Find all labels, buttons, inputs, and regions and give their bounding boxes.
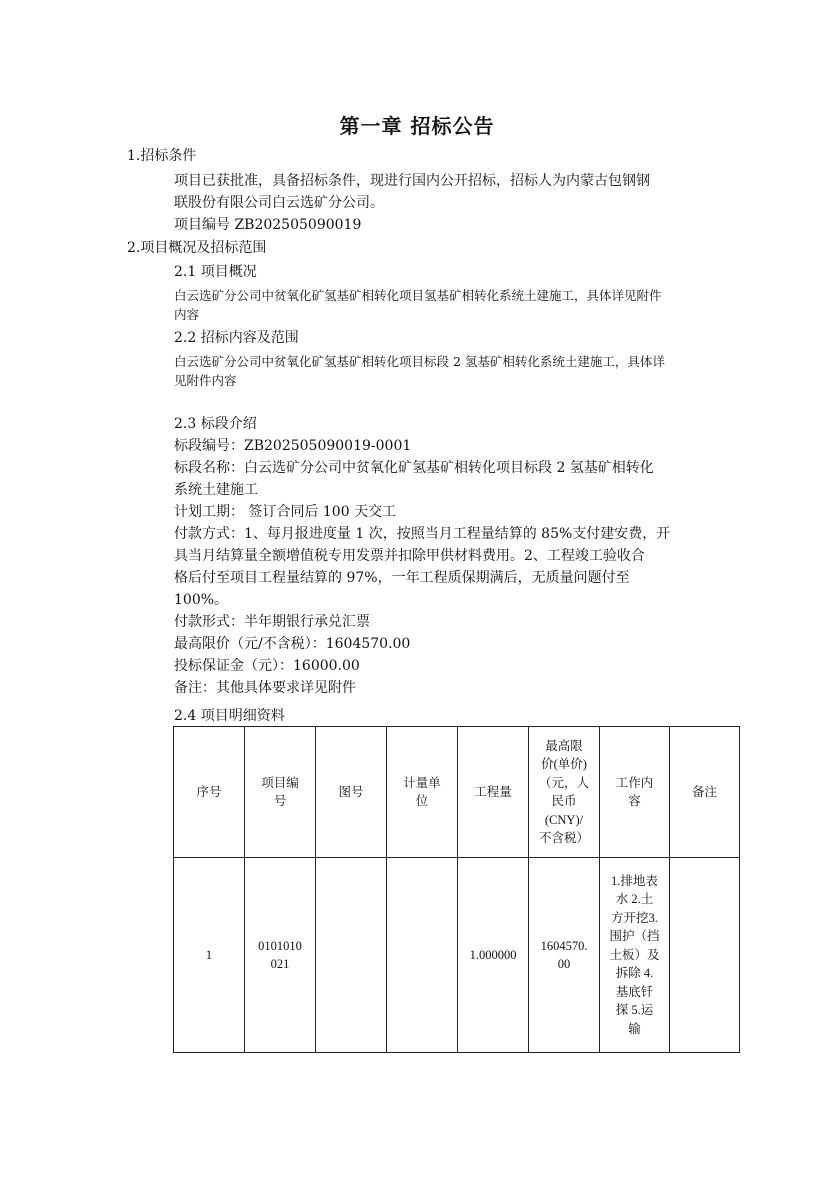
chapter-title: 第一章 招标公告 [339,114,495,138]
lot-name-line-1: 标段名称：白云选矿分公司中贫氧化矿氢基矿相转化项目标段 2 氢基矿相转化 [174,460,654,476]
section-2-2-text-line-1: 白云选矿分公司中贫氧化矿氢基矿相转化项目标段 2 氢基矿相转化系统土建施工，具体详 [174,354,665,369]
payment-terms-line-3: 格后付至项目工程量结算的 97%，一年工程质保期满后，无质量问题付至 [174,570,630,586]
header-cell-unit: 计量单 位 [387,727,458,858]
cell-drawing-no [316,858,387,1053]
payment-terms-line-2: 具当月结算量全额增值税专用发票并扣除甲供材料费用。2、工程竣工验收合 [174,548,645,564]
section-2-4-heading: 2.4 项目明细资料 [174,708,285,724]
header-cell-max-unit-price: 最高限 价(单价) （元，人 民币 (CNY)/ 不含税） [529,727,600,858]
header-cell-quantity: 工程量 [458,727,529,858]
remark: 备注：其他具体要求详见附件 [174,680,356,696]
section-2-3-heading: 2.3 标段介绍 [174,416,257,432]
cell-remarks [670,858,740,1053]
header-cell-seq: 序号 [174,727,245,858]
cell-unit [387,858,458,1053]
lot-number: 标段编号：ZB202505090019-0001 [174,438,412,454]
lot-name-line-2: 系统土建施工 [174,482,258,498]
table-row [174,858,740,1053]
header-cell-work-content: 工作内 容 [600,727,670,858]
cell-seq: 1 [174,858,245,1053]
table-header-row [174,727,740,858]
section-1-paragraph-line-1: 项目已获批准，具备招标条件，现进行国内公开招标，招标人为内蒙古包钢钢 [174,173,650,189]
payment-terms-line-4: 100%。 [174,592,229,608]
planned-period: 计划工期： 签订合同后 100 天交工 [174,504,397,520]
section-1-heading: 1.招标条件 [127,148,197,164]
project-detail-table [173,726,740,1053]
section-2-2-heading: 2.2 招标内容及范围 [174,330,299,346]
header-cell-item-no: 项目编 号 [245,727,316,858]
bid-deposit: 投标保证金（元）：16000.00 [174,658,360,674]
payment-form: 付款形式：半年期银行承兑汇票 [174,614,370,630]
section-2-1-text-line-2: 内容 [174,307,200,322]
project-number: 项目编号 ZB202505090019 [174,217,362,233]
cell-work-content: 1.排地表 水 2.土 方开挖3. 围护（挡 土板）及 拆除 4. 基底钎 探 5.运 输 [600,858,670,1053]
header-cell-drawing-no: 图号 [316,727,387,858]
cell-quantity: 1.000000 [458,858,529,1053]
section-1-paragraph-line-2: 联股份有限公司白云选矿分公司。 [174,195,384,211]
cell-max-unit-price: 1604570. 00 [529,858,600,1053]
section-2-heading: 2.项目概况及招标范围 [127,240,267,256]
max-price: 最高限价（元/不含税）：1604570.00 [174,636,411,652]
header-cell-remarks: 备注 [670,727,740,858]
payment-terms-line-1: 付款方式：1、每月报进度量 1 次，按照当月工程量结算的 85%支付建安费，开 [174,526,671,542]
cell-item-no: 0101010 021 [245,858,316,1053]
section-2-1-heading: 2.1 项目概况 [174,264,257,280]
section-2-1-text-line-1: 白云选矿分公司中贫氧化矿氢基矿相转化项目氢基矿相转化系统土建施工，具体详见附件 [174,288,662,303]
section-2-2-text-line-2: 见附件内容 [174,373,237,388]
